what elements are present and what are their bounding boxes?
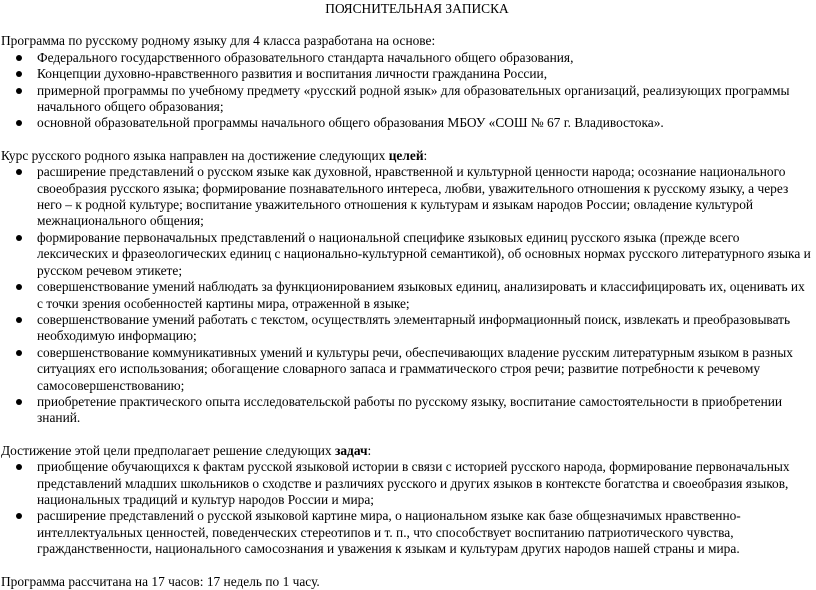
basis-item: Федерального государственного образовательного стандарта начального общего образования, xyxy=(0,50,816,66)
goal-item: совершенствование умений наблюдать за функционированием языковых единиц, анализировать и классифицировать их, оценивать их с точки зрения особенностей картины мира, отраженной в языке; xyxy=(0,279,816,312)
tasks-list xyxy=(0,459,816,557)
goal-item: совершенствование коммуникативных умений и культуры речи, обеспечивающих владение русским литературным языком в разных ситуациях его использования; обогащение словарного запаса и грамматического строя речи; развитие потребности к речевому самосовершенствованию; xyxy=(0,345,816,394)
basis-item: Концепции духовно-нравственного развития и воспитания личности гражданина России, xyxy=(0,66,816,82)
goal-item: формирование первоначальных представлений о национальной специфике языковых единиц русского языка (прежде всего лексических и фразеологических единиц с национально-культурной семантикой), об основных нормах русского литературного языка и русском речевом этикете; xyxy=(0,230,816,279)
goals-intro: Курс русского родного языка направлен на достижение следующих целей: xyxy=(1,147,428,163)
bullet-icon xyxy=(16,120,22,126)
basis-list xyxy=(0,50,816,132)
bullet-icon xyxy=(16,55,22,61)
bullet-icon xyxy=(16,169,22,175)
goal-item: расширение представлений о русском языке как духовной, нравственной и культурной ценности народа; осознание национального своеобразия русского языка; формирование познавательного интереса, любви, уважительного отношения к русскому языку, а через него – к родной культуре; воспитание уважительного отношения к культурам и языкам народов России; овладение культурой межнационального общения; xyxy=(0,164,816,230)
document-title: ПОЯСНИТЕЛЬНАЯ ЗАПИСКА xyxy=(325,1,509,16)
task-item: приобщение обучающихся к фактам русской языковой истории в связи с историей русского народа, формирование первоначальных представлений младших школьников о сходстве и различиях русского и других языков в контексте богатства и своеобразия языков, национальных традиций и культур народов России и мира; xyxy=(0,459,816,508)
bullet-icon xyxy=(16,317,22,323)
goals-list xyxy=(0,164,816,427)
bullet-icon xyxy=(16,284,22,290)
bullet-icon xyxy=(16,399,22,405)
bullet-icon xyxy=(16,513,22,519)
bullet-icon xyxy=(16,235,22,241)
bullet-icon xyxy=(16,464,22,470)
tasks-keyword: задач xyxy=(334,442,368,458)
task-item: расширение представлений о русской языковой картине мира, о национальном языке как базе общезначимых нравственно-интеллектуальных ценностей, поведенческих стереотипов и т. п., что способствует воспитанию патриотического чувства, гражданственности, национального самосознания и уважения к языкам и культурам других народов нашей страны и мира. xyxy=(0,508,816,557)
tasks-intro: Достижение этой цели предполагает решение следующих задач: xyxy=(1,442,372,458)
bullet-icon xyxy=(16,350,22,356)
goals-keyword: целей xyxy=(388,147,424,163)
hours-paragraph: Программа рассчитана на 17 часов: 17 недель по 1 часу. xyxy=(1,573,320,589)
basis-item: основной образовательной программы начального общего образования МБОУ «СОШ № 67 г. Владивостока». xyxy=(0,115,816,131)
intro-paragraph: Программа по русскому родному языку для 4 класса разработана на основе: xyxy=(1,33,436,49)
bullet-icon xyxy=(16,71,22,77)
bullet-icon xyxy=(16,88,22,94)
goal-item: приобретение практического опыта исследовательской работы по русскому языку, воспитание самостоятельности в приобретении знаний. xyxy=(0,394,816,427)
goal-item: совершенствование умений работать с текстом, осуществлять элементарный информационный поиск, извлекать и преобразовывать необходимую информацию; xyxy=(0,312,816,345)
basis-item: примерной программы по учебному предмету «русский родной язык» для образовательных организаций, реализующих программы начального общего образования; xyxy=(0,83,816,116)
